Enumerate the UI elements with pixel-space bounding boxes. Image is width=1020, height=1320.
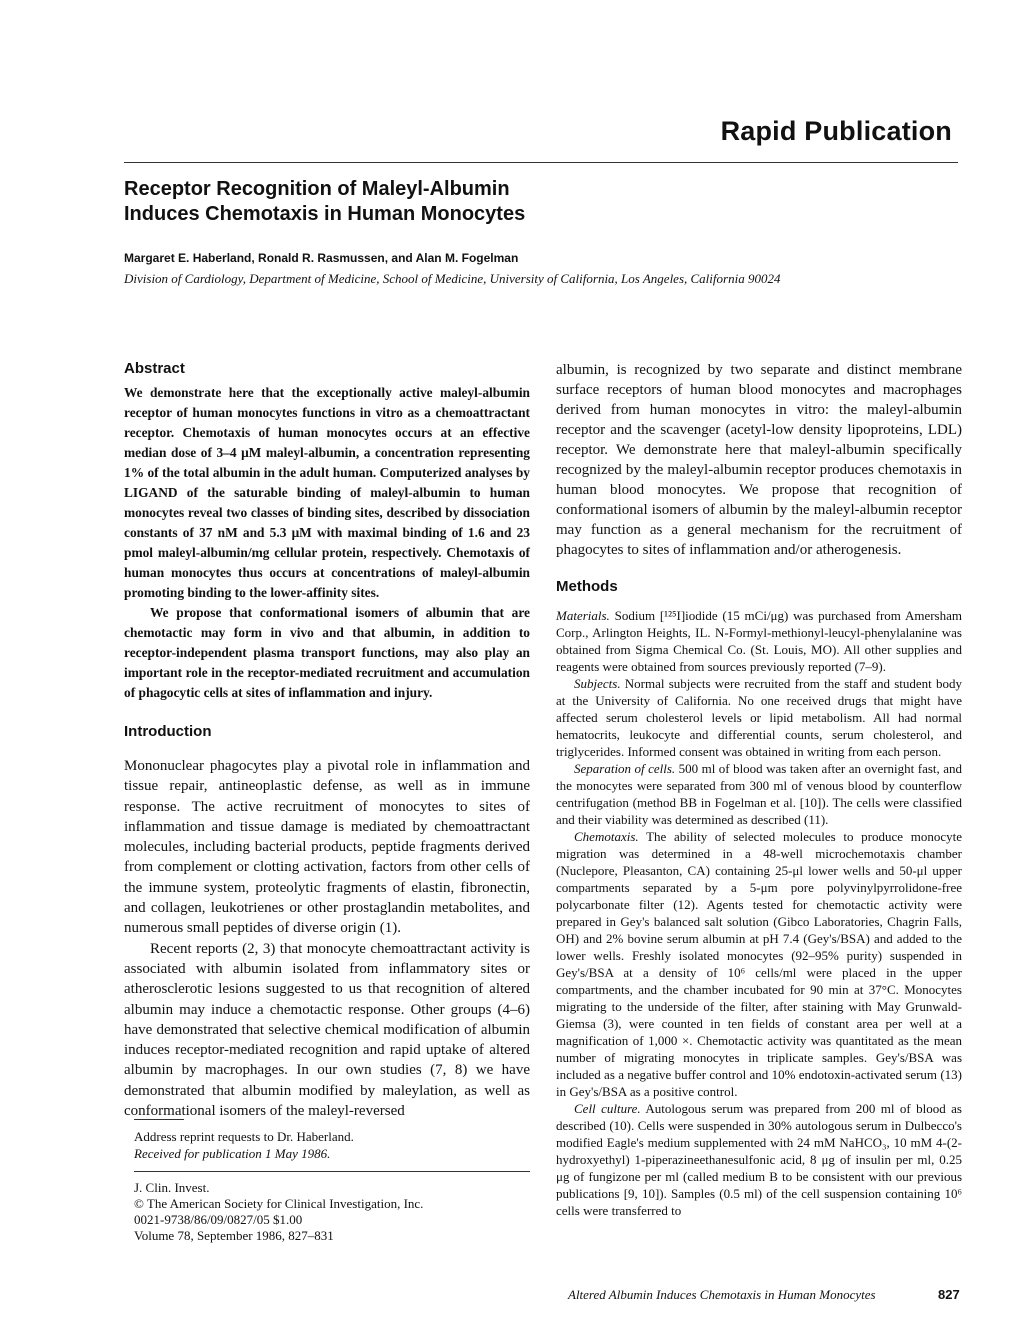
- introduction-paragraph-3: albumin, is recognized by two separate and distinct membrane surface receptors of human blood monocytes and macrophages derived from human monocytes in vitro: the maleyl-albumin receptor and the scavenger (acetyl-low density lipoproteins, LDL) receptor. We demonstrate here that maleyl-albumin specifically recognized by the maleyl-albumin receptor produces chemotaxis in human blood monocytes. We propose that recognition of conformational isomers of albumin by the maleyl-albumin receptor may function as a general mechanism for the recruitment of phagocytes to sites of inflammation and/or atherogenesis.: [556, 362, 962, 558]
- abstract-heading: Abstract: [124, 360, 185, 377]
- methods-section: [556, 578, 962, 1219]
- introduction-heading: Introduction: [124, 723, 212, 740]
- separation-text: 500 ml of blood was taken after an overnight fast, and the monocytes were separated from 300 ml of venous blood by counterflow centrifugation (method BB in Fogelman et al. [10]). The cells were classified and their viability was determined as described (11).: [556, 761, 962, 827]
- chemotaxis-paragraph: [556, 828, 962, 1100]
- cell-culture-paragraph: [556, 1100, 962, 1219]
- introduction-section: [124, 723, 530, 1121]
- section-banner: Rapid Publication: [720, 116, 952, 146]
- chemotaxis-text: The ability of selected molecules to produce monocyte migration was determined in a 48-well microchemotaxis chamber (Nuclepore, Pleasanton, CA) containing 25-μl lower wells and 50-μl upper compartments separated by a 5-μm pore polyvinylpyrrolidone-free polycarbonate filter (12). Agents tested for chemotactic activity were prepared in Gey's balanced salt solution (Gibco Laboratories, Chagrin Falls, OH) and 2% bovine serum albumin at pH 7.4 (Gey's/BSA) and added to the lower wells. Freshly isolated monocytes (92–95% purity) suspended in Gey's/BSA at a density of 10⁶ cells/ml were placed in the upper compartments, and the chamber incubated for 90 min at 37°C. Monocytes migrating to the underside of the filter, after staining with May Grunwald-Giemsa (3), were counted in ten fields of constant area per well at a magnification of 1,000 ×. Chemotactic activity was quantitated as the mean number of migrating monocytes in triplicate samples. Gey's/BSA was included as a negative buffer control and 10% endotoxin-activated serum (13) in Gey's/BSA as a positive control.: [556, 829, 962, 1099]
- left-column: [124, 360, 530, 1121]
- footnote: [134, 1128, 354, 1162]
- separation-label: Separation of cells.: [574, 761, 676, 776]
- materials-paragraph: [556, 607, 962, 675]
- journal-volume: Volume 78, September 1986, 827–831: [134, 1228, 334, 1243]
- abstract-paragraph-2: We propose that conformational isomers of albumin that are chemotactic may form in vivo and that albumin, in addition to receptor-independent plasma transport functions, may also play an important role in the receptor-mediated recruitment and accumulation of phagocytic cells at sites of inflammation and injury.: [124, 605, 530, 700]
- title-line-2: Induces Chemotaxis in Human Monocytes: [124, 203, 526, 225]
- journal-issn: 0021-9738/86/09/0827/05 $1.00: [134, 1212, 303, 1227]
- cell-culture-label: Cell culture.: [574, 1101, 641, 1116]
- introduction-paragraph-2: Recent reports (2, 3) that monocyte chemoattractant activity is associated with albumin isolated from inflammatory sites or atherosclerotic lesions suggested to us that recognition of altered albumin may induce a chemotactic response. Other groups (4–6) have demonstrated that selective chemical modification of albumin induces receptor-mediated recognition and rapid uptake of altered albumin by macrophages. In our own studies (7, 8) we have demonstrated that albumin modified by maleylation, as well as conformational isomers of the maleyl-reversed: [124, 940, 530, 1120]
- abstract-section: [124, 360, 530, 703]
- chemotaxis-label: Chemotaxis.: [574, 829, 639, 844]
- methods-heading: Methods: [556, 578, 618, 595]
- abstract-paragraph-1: We demonstrate here that the exceptionally active maleyl-albumin receptor of human monocytes functions in vitro as a chemoattractant receptor. Chemotaxis of human monocytes occurs at an effective median dose of 3–4 μM maleyl-albumin, a concentration representing 1% of the total albumin in the adult human. Computerized analyses by LIGAND of the saturable binding of maleyl-albumin to human monocytes reveal two classes of binding sites, described by dissociation constants of 37 nM and 5.3 μM with maximal binding of 1.6 and 23 pmol maleyl-albumin/mg cellular protein, respectively. Chemotaxis of human monocytes thus occurs at concentrations of maleyl-albumin promoting binding to the lower-affinity sites.: [124, 385, 530, 600]
- introduction-continued: [556, 360, 962, 560]
- subjects-text: Normal subjects were recruited from the staff and student body at the University of California. No one received drugs that might have affected serum cholesterol levels or lipid metabolism. All had normal hematocrits, leukocyte and differential counts, serum cholesterol, and triglycerides. Informed consent was obtained in writing from each person.: [556, 676, 962, 759]
- journal-info: [134, 1180, 423, 1244]
- affiliation: Division of Cardiology, Department of Medicine, School of Medicine, University of California, Los Angeles, California 90024: [124, 271, 781, 286]
- separation-paragraph: [556, 760, 962, 828]
- journal-rule: [134, 1171, 530, 1172]
- journal-copyright: © The American Society for Clinical Investigation, Inc.: [134, 1196, 424, 1211]
- materials-text: Sodium [¹²⁵I]iodide (15 mCi/μg) was purchased from Amersham Corp., Arlington Heights, IL. N-Formyl-methionyl-leucyl-phenylalanine was obtained from Sigma Chemical Co. (St. Louis, MO). All other supplies and reagents were obtained from sources previously reported (7–9).: [556, 608, 962, 674]
- header-rule: [124, 162, 958, 163]
- right-column: [556, 360, 962, 1219]
- received-note: Received for publication 1 May 1986.: [134, 1146, 331, 1161]
- materials-label: Materials.: [556, 608, 610, 623]
- title-line-1: Receptor Recognition of Maleyl-Albumin: [124, 178, 510, 200]
- introduction-paragraph-1: Mononuclear phagocytes play a pivotal role in inflammation and tissue repair, antineoplastic defense, as well as in immune response. The active recruitment of monocytes to sites of inflammation and tissue damage is mediated by chemoattractant molecules, including bacterial products, peptide fragments derived from complement or clotting activation, factors from other cells of the immune system, proteolytic fragments of elastin, fibronectin, and collagen, leukotrienes or other prostaglandin metabolites, and numerous small peptides of diverse origin (1).: [124, 758, 530, 937]
- running-footer: Altered Albumin Induces Chemotaxis in Human Monocytes: [568, 1287, 876, 1302]
- author-list: Margaret E. Haberland, Ronald R. Rasmussen, and Alan M. Fogelman: [124, 251, 519, 265]
- cell-culture-text: Autologous serum was prepared from 200 ml of blood as described (10). Cells were suspended in 30% autologous serum in Dulbecco's modified Eagle's medium supplemented with 24 mM NaHCO₃, 10 mM 4-(2-hydroxyethyl) 1-piperazineethanesulfonic acid, 8 μg of insulin per ml, 0.25 μg of fungizone per ml (called medium B to be consistent with our previous publications [9, 10]). Samples (0.5 ml) of the cell suspension containing 10⁶ cells were transferred to: [556, 1101, 962, 1218]
- page-number: 827: [938, 1287, 960, 1302]
- subjects-paragraph: [556, 675, 962, 760]
- subjects-label: Subjects.: [574, 676, 621, 691]
- article-title: [124, 177, 824, 227]
- journal-name: J. Clin. Invest.: [134, 1180, 210, 1195]
- reprint-note: Address reprint requests to Dr. Haberland.: [134, 1129, 354, 1144]
- footnote-rule: [134, 1119, 184, 1120]
